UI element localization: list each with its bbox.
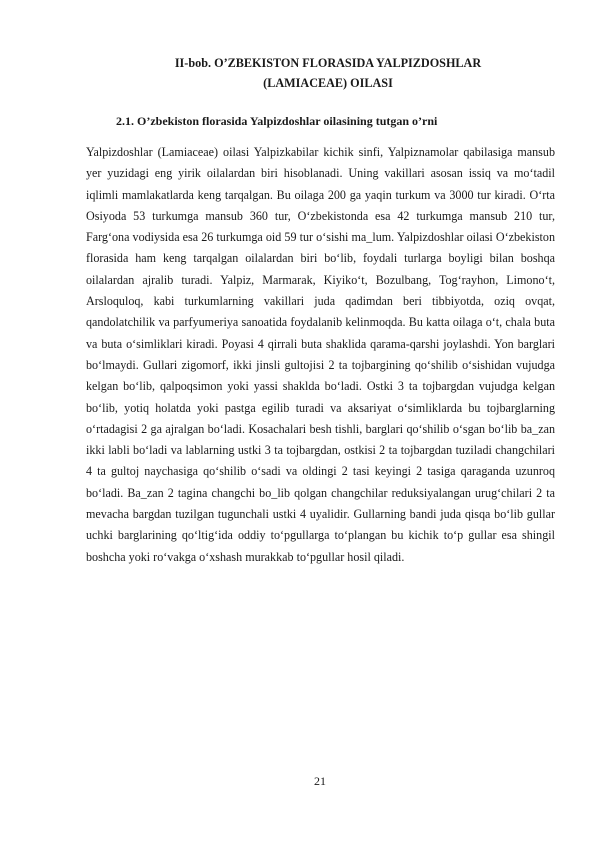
section-title: 2.1. O’zbekiston florasida Yalpizdoshlar oilasining tutgan o’rni	[116, 114, 438, 128]
chapter-title-line-2: (LAMIACEAE) OILASI	[263, 76, 393, 90]
chapter-title-line-1: II-bob. O’ZBEKISTON FLORASIDA YALPIZDOSHLAR	[174, 56, 482, 70]
page-number: 21	[314, 774, 326, 788]
chapter-title	[86, 53, 570, 93]
body-paragraph: Yalpizdoshlar (Lamiaceae) oilasi Yalpizkabilar kichik sinfi, Yalpiznamolar qabilasiga mansub yer yuzidagi eng yirik oilalardan biri hisoblanadi. Uning vakillari asosan issiq va mo‘tadil iqlimli mamlakatlarda keng tarqalgan. Bu oilaga 200 ga yaqin turkum va 3000 tur kiradi. O‘rta Osiyoda 53 turkumga mansub 360 tur, O‘zbekistonda esa 42 turkumga mansub 210 tur, Farg‘ona vodiysida esa 26 turkumga oid 59 tur o‘sishi ma_lum. Yalpizdoshlar oilasi O‘zbekiston florasida ham keng tarqalgan oilalardan biri bo‘lib, foydali turlarga boyligi bilan boshqa oilalardan ajralib turadi. Yalpiz, Marmarak, Kiyiko‘t, Bozulbang, Tog‘rayhon, Limono‘t, Arsloquloq, kabi turkumlarning vakillari juda qadimdan beri tibbiyotda, oziq ovqat, qandolatchilik va parfyumeriya sanoatida foydalanib kelinmoqda. Bu katta oilaga o‘t, chala buta va buta o‘simliklari kiradi. Poyasi 4 qirrali buta shaklida qarama-qarshi joylashdi. Yon barglari bo‘lmaydi. Gullari zigomorf, ikki jinsli gultojisi 2 ta tojbargining qo‘shilib o‘sishidan vujudga kelgan bo‘lib, qalpoqsimon yoki yassi shaklda bo‘ladi. Ostki 3 ta tojbargdan vujudga kelgan bo‘lib, yotiq holatda yoki pastga egilib turadi va aksariyat o‘simliklarda bu tojbarglarning o‘rtadagisi 2 ga ajralgan bo‘ladi. Kosachalari besh tishli, barglari qo‘shilib o‘sgan bo‘lib ba_zan ikki labli bo‘ladi va lablarning ustki 3 ta tojbargdan, ostkisi 2 ta tojbargdan tuziladi changchilari 4 ta gultoj naychasiga qo‘shilib o‘sadi va oldingi 2 tasi keyingi 2 tasiga qaraganda uzunroq bo‘ladi. Ba_zan 2 tagina changchi bo_lib qolgan changchilar reduksiyalangan urug‘chilari 2 ta mevacha bargdan tuzilgan tugunchali ustki 4 uyalidir. Gullarning bandi juda qisqa bo‘lib gullar uchki barglarining qo‘ltig‘ida oddiy to‘pgullarga to‘plangan bu kichik to‘p gullar esa shingil boshcha yoki ro‘vakga o‘xshash murakkab to‘pgullar hosil qiladi.	[86, 145, 555, 564]
